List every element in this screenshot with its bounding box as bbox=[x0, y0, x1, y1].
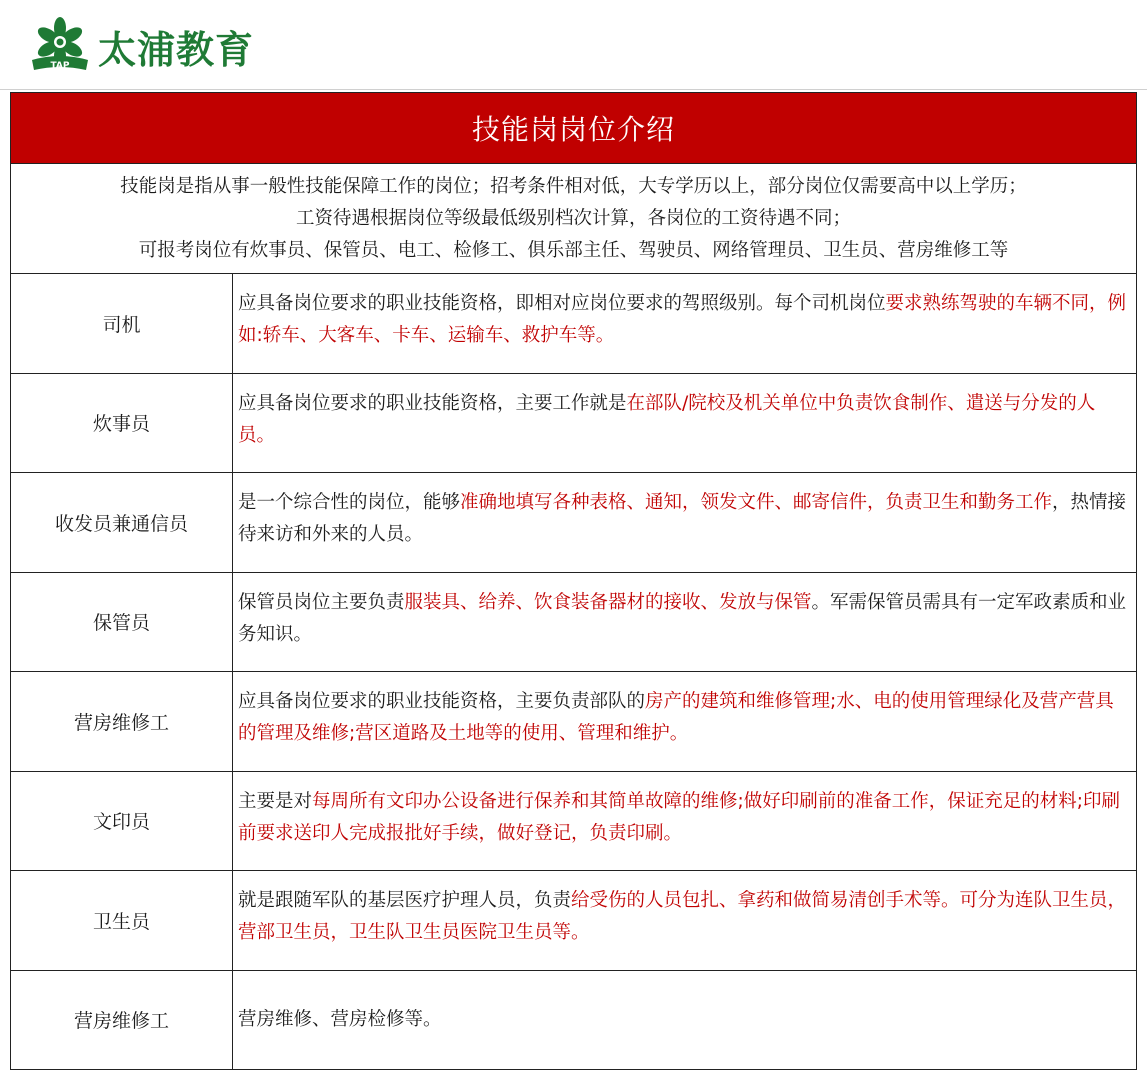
position-name: 营房维修工 bbox=[11, 672, 233, 771]
desc-text: 营房维修、营房检修等。 bbox=[238, 1008, 442, 1030]
desc-highlight: 要求熟练驾驶的车辆不同，例如:轿车、大客车、卡车、运输车、救护车等。 bbox=[238, 293, 1127, 346]
logo-text: 太浦教育 bbox=[98, 27, 255, 72]
position-name: 收发员兼通信员 bbox=[11, 473, 233, 572]
table-row bbox=[11, 573, 1136, 673]
table-row bbox=[11, 672, 1136, 772]
table-row bbox=[11, 971, 1136, 1071]
logo-badge: TAP bbox=[50, 61, 70, 71]
position-description bbox=[233, 672, 1136, 771]
position-name: 司机 bbox=[11, 274, 233, 373]
intro-line: 可报考岗位有炊事员、保管员、电工、检修工、俱乐部主任、驾驶员、网络管理员、卫生员、营房维修工等 bbox=[138, 239, 1009, 261]
position-name: 炊事员 bbox=[11, 374, 233, 473]
desc-highlight: 每周所有文印办公设备进行保养和其简单故障的维修;做好印刷前的准备工作，保证充足的材料;印刷前要求送印人完成报批好手续，做好登记，负责印刷。 bbox=[238, 790, 1120, 844]
table-row bbox=[11, 772, 1136, 872]
position-name: 文印员 bbox=[11, 772, 233, 871]
position-description bbox=[233, 971, 1136, 1070]
desc-text: 应具备岗位要求的职业技能资格，即相对应岗位要求的驾照级别。每个司机岗位 bbox=[238, 293, 886, 314]
intro-line: 工资待遇根据岗位等级最低级别档次计算，各岗位的工资待遇不同； bbox=[295, 207, 851, 229]
desc-text: 应具备岗位要求的职业技能资格，主要负责部队的 bbox=[238, 691, 646, 712]
position-description bbox=[233, 772, 1136, 871]
position-name: 保管员 bbox=[11, 573, 233, 672]
intro-line: 技能岗是指从事一般性技能保障工作的岗位；招考条件相对低，大专学历以上，部分岗位仅需要高中以上学历； bbox=[120, 175, 1027, 197]
desc-highlight: 给受伤的人员包扎、拿药和做简易清创手术等。可分为连队卫生员，营部卫生员，卫生队卫生员医院卫生员等。 bbox=[238, 890, 1127, 943]
position-description bbox=[233, 473, 1136, 572]
table-row bbox=[11, 274, 1136, 374]
table-row bbox=[11, 374, 1136, 474]
desc-highlight: 准确地填写各种表格、通知，领发文件、邮寄信件，负责卫生和勤务工作 bbox=[460, 492, 1053, 513]
desc-highlight: 服装具、给养、饮食装备器材的接收、发放与保管 bbox=[404, 591, 812, 613]
desc-text: 是一个综合性的岗位，能够 bbox=[238, 492, 461, 513]
page-title: 技能岗岗位介绍 bbox=[471, 113, 675, 146]
position-description bbox=[233, 274, 1136, 373]
tar-flower-logo-icon bbox=[28, 16, 92, 76]
title-bar bbox=[10, 92, 1137, 164]
desc-highlight: 房产的建筑和维修管理;水、电的使用管理绿化及营产营具的管理及维修;营区道路及土地等的使用、管理和维护。 bbox=[238, 691, 1114, 744]
desc-text: 主要是对 bbox=[238, 790, 313, 812]
table-row bbox=[11, 473, 1136, 573]
position-description bbox=[233, 573, 1136, 672]
intro-block bbox=[10, 164, 1137, 274]
desc-text: 就是跟随军队的基层医疗护理人员，负责 bbox=[238, 890, 572, 911]
header bbox=[0, 0, 1147, 90]
positions-table bbox=[10, 274, 1137, 1070]
table-row bbox=[11, 871, 1136, 971]
desc-text: ，热情接待来访和外来的人员。 bbox=[238, 492, 1127, 545]
desc-text: 应具备岗位要求的职业技能资格，主要工作就是 bbox=[238, 392, 627, 414]
position-name: 卫生员 bbox=[11, 871, 233, 970]
logo bbox=[28, 16, 254, 76]
desc-text: 。军需保管员需具有一定军政素质和业务知识。 bbox=[238, 591, 1127, 645]
desc-text: 保管员岗位主要负责 bbox=[238, 591, 405, 613]
position-name: 营房维修工 bbox=[11, 971, 233, 1070]
position-description bbox=[233, 374, 1136, 473]
desc-highlight: 在部队/院校及机关单位中负责饮食制作、遣送与分发的人员。 bbox=[238, 392, 1096, 446]
position-description bbox=[233, 871, 1136, 970]
